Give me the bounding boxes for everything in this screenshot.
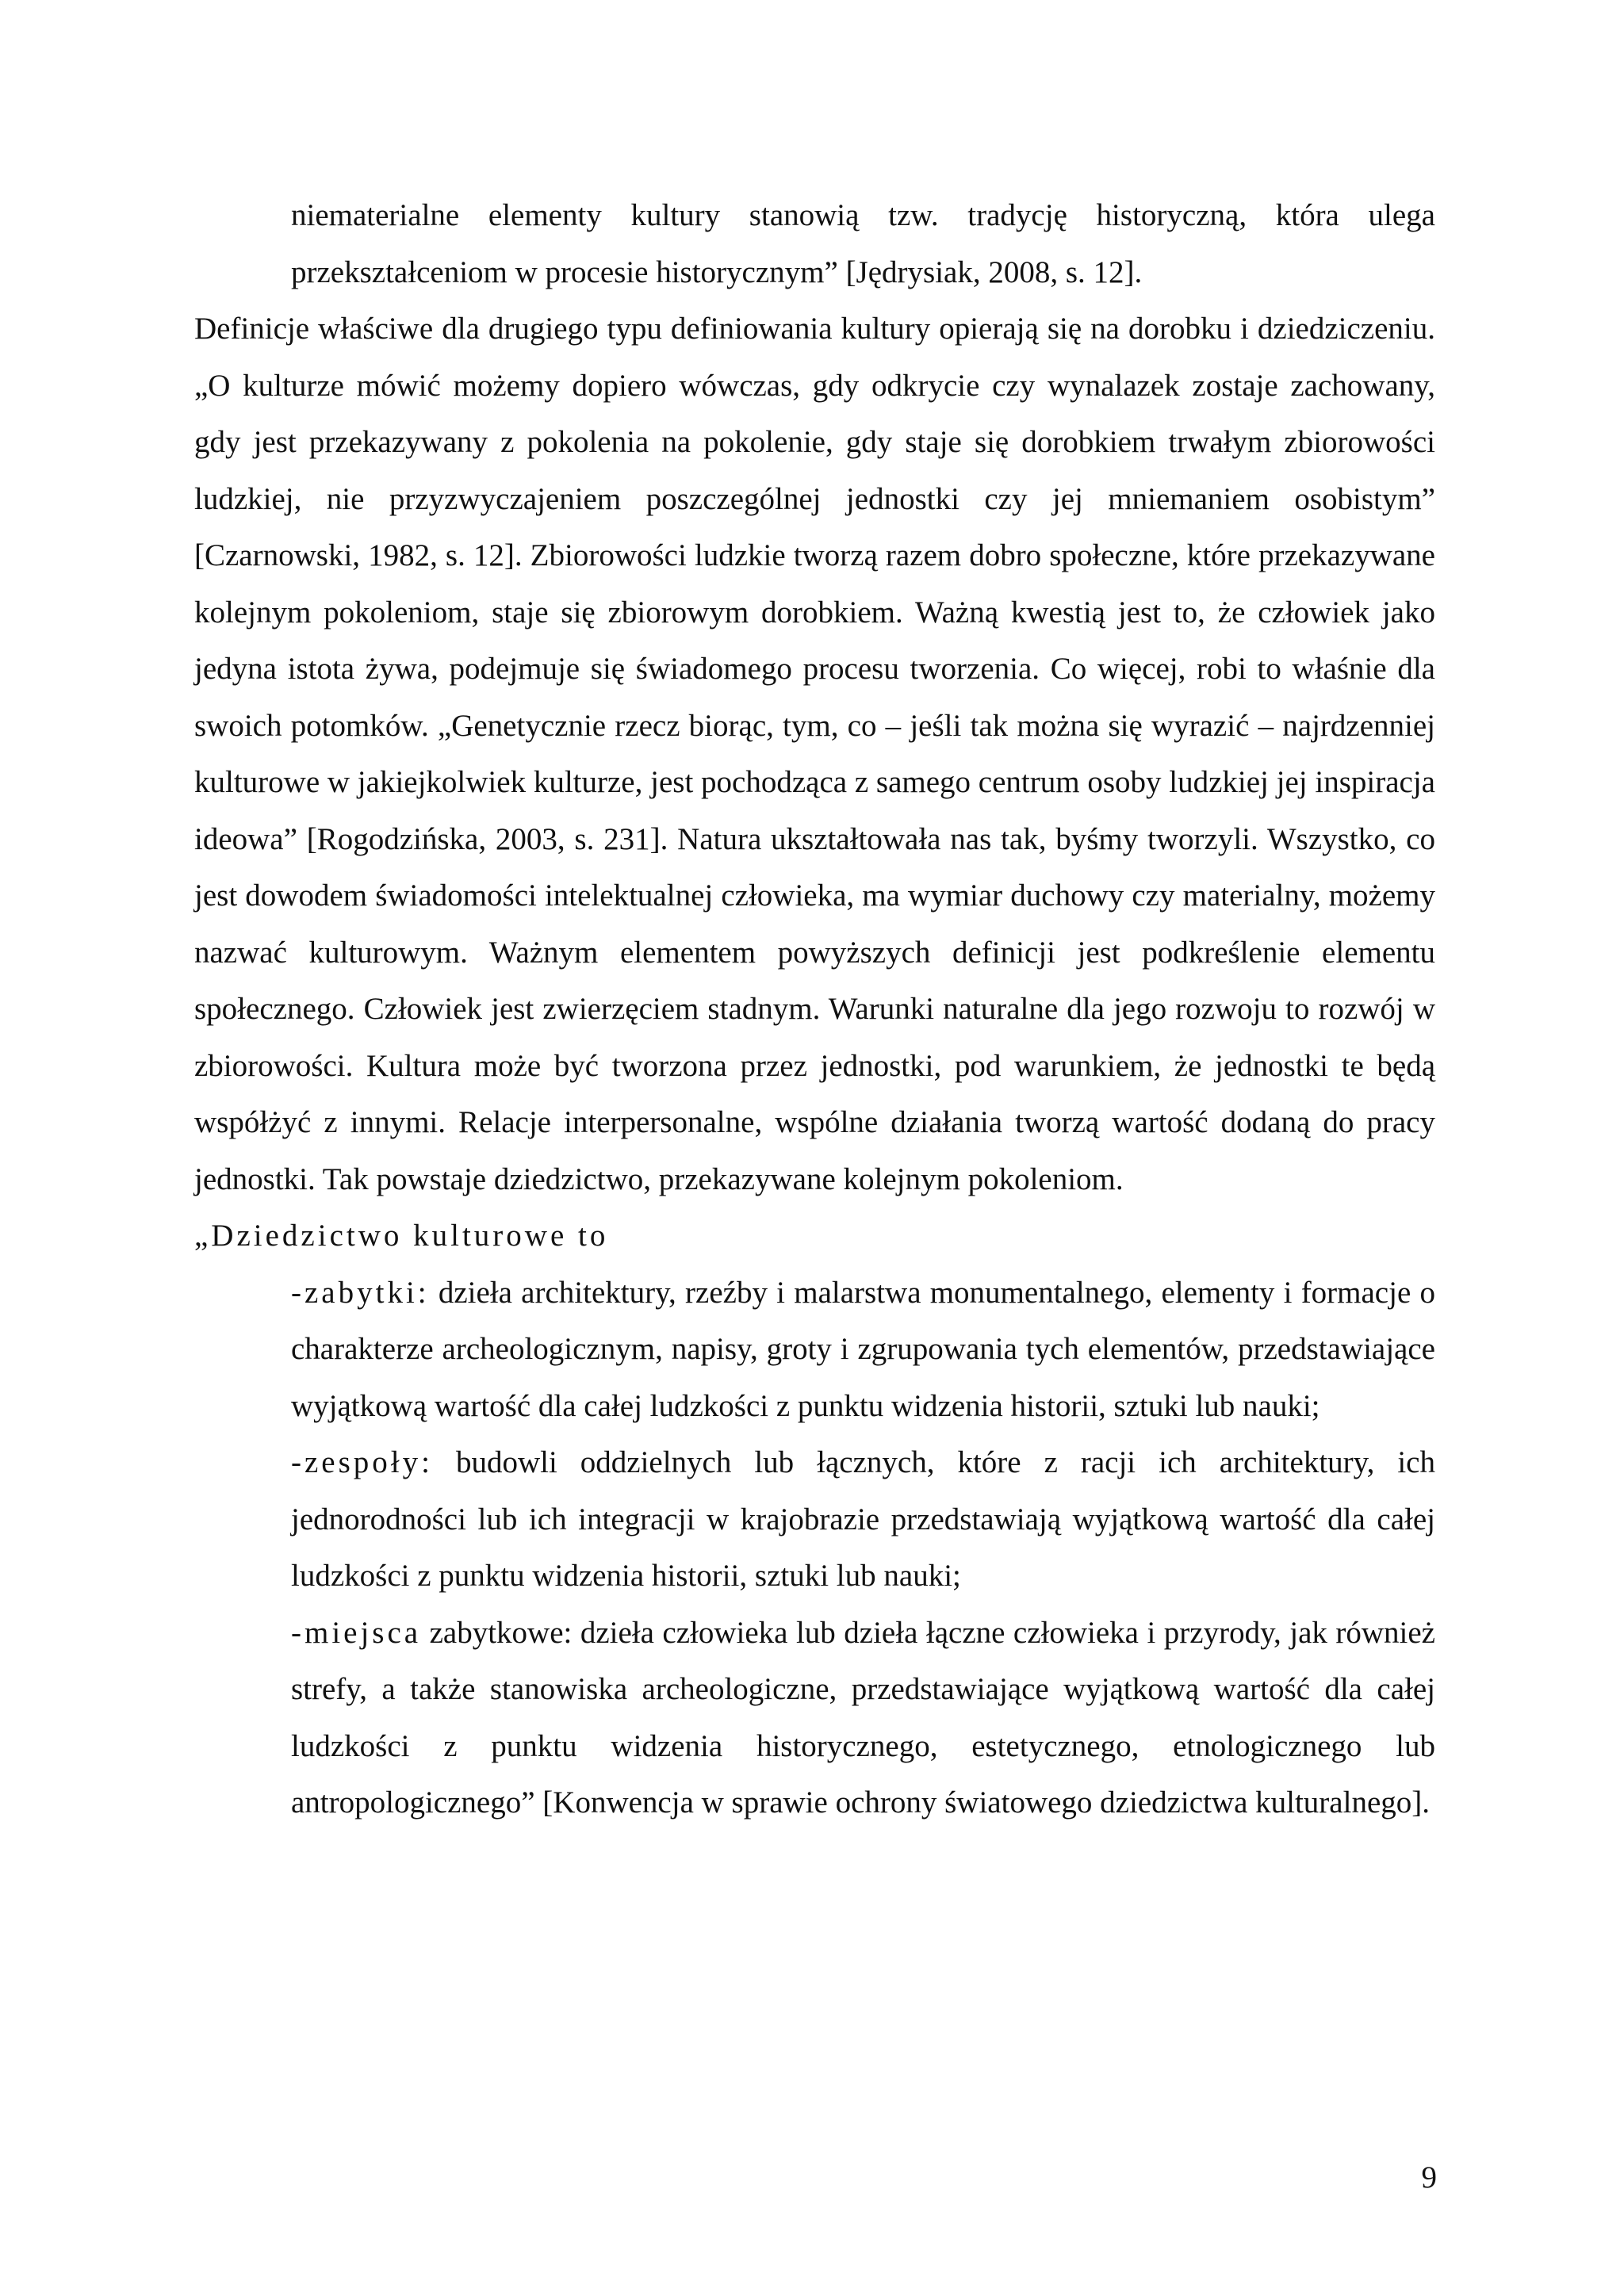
list-item-zabytki xyxy=(291,1265,1435,1435)
list-item-text: dzieła architektury, rzeźby i malarstwa monumentalnego, elementy i formacje o charakterze archeologicznym, napisy, groty i zgrupowania tych elementów, przedstawiające wyjątkową wartość dla całej ludzkości z punktu widzenia historii, sztuki lub nauki; xyxy=(291,1275,1435,1423)
list-item-term: -miejsca xyxy=(291,1615,422,1650)
body-text xyxy=(194,187,1435,1831)
heritage-intro: „Dziedzictwo kulturowe to xyxy=(194,1219,609,1253)
list-item-text: zabytkowe: dzieła człowieka lub dzieła łączne człowieka i przyrody, jak również strefy, a także stanowiska archeologiczne, przedstawiające wyjątkową wartość dla całej ludzkości z punktu widzenia historycznego, estetycznego, etnologicznego lub antropologicznego” [Konwencja w sprawie ochrony światowego dziedzictwa kulturalnego]. xyxy=(291,1615,1435,1820)
list-item-term: -zabytki: xyxy=(291,1275,430,1310)
list-item-text: budowli oddzielnych lub łącznych, które z racji ich architektury, ich jednorodności lub ich integracji w krajobrazie przedstawiają wyjątkową wartość dla całej ludzkości z punktu widzenia historii, sztuki lub nauki; xyxy=(291,1445,1435,1593)
main-paragraph: Definicje właściwe dla drugiego typu definiowania kultury opierają się na dorobku i dziedziczeniu. „O kulturze mówić możemy dopiero wówczas, gdy odkrycie czy wynalazek zostaje zachowany, gdy jest przekazywany z pokolenia na pokolenie, gdy staje się dorobkiem trwałym zbiorowości ludzkiej, nie przyzwyczajeniem poszczególnej jednostki czy jej mniemaniem osobistym” [Czarnowski, 1982, s. 12]. Zbiorowości ludzkie tworzą razem dobro społeczne, które przekazywane kolejnym pokoleniom, staje się zbiorowym dorobkiem. Ważną kwestią jest to, że człowiek jako jedyna istota żywa, podejmuje się świadomego procesu tworzenia. Co więcej, robi to właśnie dla swoich potomków. „Genetycznie rzecz biorąc, tym, co – jeśli tak można się wyrazić – najrdzenniej kulturowe w jakiejkolwiek kulturze, jest pochodząca z samego centrum osoby ludzkiej jej inspiracja ideowa” [Rogodzińska, 2003, s. 231]. Natura ukształtowała nas tak, byśmy tworzyli. Wszystko, co jest dowodem świadomości intelektualnej człowieka, ma wymiar duchowy czy materialny, możemy nazwać kulturowym. Ważnym elementem powyższych definicji jest podkreślenie elementu społecznego. Człowiek jest zwierzęciem stadnym. Warunki naturalne dla jego rozwoju to rozwój w zbiorowości. Kultura może być tworzona przez jednostki, pod warunkiem, że jednostki te będą współżyć z innymi. Relacje interpersonalne, wspólne działania tworzą wartość dodaną do pracy jednostki. Tak powstaje dziedzictwo, przekazywane kolejnym pokoleniom. xyxy=(194,312,1435,1196)
list-item-zespoly xyxy=(291,1434,1435,1605)
page-number: 9 xyxy=(1421,2160,1437,2195)
list-item-miejsca xyxy=(291,1605,1435,1831)
list-item-term: -zespoły: xyxy=(291,1445,433,1479)
quote-continuation: niematerialne elementy kultury stanowią tzw. tradycję historyczną, która ulega przekształceniom w procesie historycznym” [Jędrysiak, 2008, s. 12]. xyxy=(291,198,1435,289)
